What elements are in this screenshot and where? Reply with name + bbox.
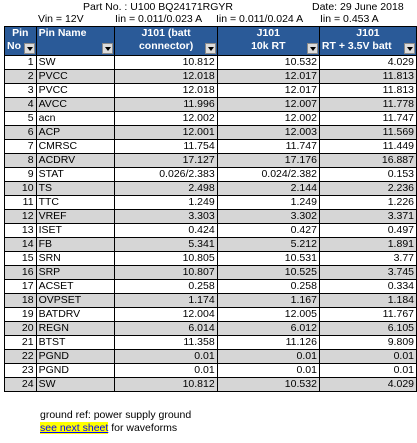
table-row bbox=[5, 224, 417, 238]
rt-batt-value-cell[interactable]: 1.891 bbox=[319, 238, 416, 252]
10k-rt-value-cell[interactable]: 2.144 bbox=[217, 182, 319, 196]
col-header-c3-line2: RT + 3.5V batt bbox=[321, 40, 392, 52]
batt-connector-value-cell[interactable]: 2.498 bbox=[115, 182, 217, 196]
batt-connector-value-cell[interactable]: 1.249 bbox=[115, 196, 217, 210]
rt-batt-value-cell[interactable]: 0.01 bbox=[319, 350, 416, 364]
pin-number-cell[interactable]: 18 bbox=[5, 294, 37, 308]
pin-number-cell[interactable]: 7 bbox=[5, 140, 37, 154]
rt-batt-value-cell[interactable]: 4.029 bbox=[319, 378, 416, 392]
batt-connector-value-cell[interactable]: 12.001 bbox=[115, 126, 217, 140]
table-row bbox=[5, 196, 417, 210]
pin-name-cell[interactable]: BATDRV bbox=[36, 308, 115, 322]
pin-number-cell[interactable]: 10 bbox=[5, 182, 37, 196]
10k-rt-value-cell[interactable]: 17.176 bbox=[217, 154, 319, 168]
pin-number-cell[interactable]: 6 bbox=[5, 126, 37, 140]
table-row bbox=[5, 266, 417, 280]
batt-connector-value-cell[interactable]: 3.303 bbox=[115, 210, 217, 224]
condition-2-label: Iin = 0.011/0.024 A bbox=[216, 13, 304, 25]
10k-rt-value-cell[interactable]: 10.532 bbox=[217, 378, 319, 392]
table-row bbox=[5, 70, 417, 84]
batt-connector-value-cell[interactable]: 11.754 bbox=[115, 140, 217, 154]
table-header-row bbox=[5, 27, 417, 56]
col-header-c3-line1: J101 bbox=[356, 27, 380, 39]
pin-number-cell[interactable]: 2 bbox=[5, 70, 37, 84]
batt-connector-value-cell[interactable]: 10.807 bbox=[115, 266, 217, 280]
table-row bbox=[5, 168, 417, 182]
10k-rt-value-cell[interactable]: 1.249 bbox=[217, 196, 319, 210]
pin-number-cell[interactable]: 1 bbox=[5, 56, 37, 70]
table-row bbox=[5, 210, 417, 224]
10k-rt-value-cell[interactable]: 0.01 bbox=[217, 350, 319, 364]
batt-connector-value-cell[interactable]: 12.018 bbox=[115, 70, 217, 84]
pin-number-cell[interactable]: 14 bbox=[5, 238, 37, 252]
10k-rt-value-cell[interactable]: 10.531 bbox=[217, 252, 319, 266]
pin-number-cell[interactable]: 5 bbox=[5, 112, 37, 126]
rt-batt-value-cell[interactable]: 11.767 bbox=[319, 308, 416, 322]
table-row bbox=[5, 252, 417, 266]
col-header-pin-name bbox=[36, 27, 115, 56]
batt-connector-value-cell[interactable]: 12.002 bbox=[115, 112, 217, 126]
rt-batt-value-cell[interactable]: 11.813 bbox=[319, 84, 416, 98]
filter-dropdown-icon[interactable] bbox=[102, 43, 113, 54]
pin-number-cell[interactable]: 12 bbox=[5, 210, 37, 224]
table-row bbox=[5, 378, 417, 392]
col-header-c1-line1: J101 (batt bbox=[141, 27, 191, 39]
10k-rt-value-cell[interactable]: 12.007 bbox=[217, 98, 319, 112]
see-next-sheet-link[interactable]: see next sheet bbox=[40, 422, 109, 434]
pin-name-cell[interactable]: FB bbox=[36, 238, 115, 252]
rt-batt-value-cell[interactable]: 11.813 bbox=[319, 70, 416, 84]
batt-connector-value-cell[interactable]: 11.996 bbox=[115, 98, 217, 112]
rt-batt-value-cell[interactable]: 16.887 bbox=[319, 154, 416, 168]
pin-number-cell[interactable]: 3 bbox=[5, 84, 37, 98]
col-header-name-line1: Pin Name bbox=[38, 27, 87, 39]
rt-batt-value-cell[interactable]: 1.184 bbox=[319, 294, 416, 308]
10k-rt-value-cell[interactable]: 12.017 bbox=[217, 84, 319, 98]
pin-voltage-table bbox=[4, 26, 417, 392]
pin-name-cell[interactable]: SW bbox=[36, 56, 115, 70]
batt-connector-value-cell[interactable]: 5.341 bbox=[115, 238, 217, 252]
filter-dropdown-icon[interactable] bbox=[24, 43, 35, 54]
rt-batt-value-cell[interactable]: 11.569 bbox=[319, 126, 416, 140]
part-number-label: Part No. : U100 BQ24171RGYR bbox=[83, 1, 233, 13]
batt-connector-value-cell[interactable]: 1.174 bbox=[115, 294, 217, 308]
10k-rt-value-cell[interactable]: 12.003 bbox=[217, 126, 319, 140]
table-row bbox=[5, 112, 417, 126]
rt-batt-value-cell[interactable]: 3.745 bbox=[319, 266, 416, 280]
pin-number-cell[interactable]: 11 bbox=[5, 196, 37, 210]
10k-rt-value-cell[interactable]: 5.212 bbox=[217, 238, 319, 252]
col-header-10k-rt bbox=[217, 27, 319, 56]
pin-name-cell[interactable]: OVPSET bbox=[36, 294, 115, 308]
pin-name-cell[interactable]: ACDRV bbox=[36, 154, 115, 168]
10k-rt-value-cell[interactable]: 12.005 bbox=[217, 308, 319, 322]
pin-name-cell[interactable]: PVCC bbox=[36, 84, 115, 98]
pin-number-cell[interactable]: 8 bbox=[5, 154, 37, 168]
10k-rt-value-cell[interactable]: 10.532 bbox=[217, 56, 319, 70]
pin-name-cell[interactable]: ISET bbox=[36, 224, 115, 238]
col-header-c1-line2: connector) bbox=[138, 40, 194, 52]
table-row bbox=[5, 56, 417, 70]
pin-number-cell[interactable]: 13 bbox=[5, 224, 37, 238]
rt-batt-value-cell[interactable]: 0.153 bbox=[319, 168, 416, 182]
filter-dropdown-icon[interactable] bbox=[404, 43, 415, 54]
rt-batt-value-cell[interactable]: 1.226 bbox=[319, 196, 416, 210]
batt-connector-value-cell[interactable]: 0.424 bbox=[115, 224, 217, 238]
10k-rt-value-cell[interactable]: 3.302 bbox=[217, 210, 319, 224]
rt-batt-value-cell[interactable]: 3.371 bbox=[319, 210, 416, 224]
batt-connector-value-cell[interactable]: 10.812 bbox=[115, 56, 217, 70]
rt-batt-value-cell[interactable]: 4.029 bbox=[319, 56, 416, 70]
filter-dropdown-icon[interactable] bbox=[307, 43, 318, 54]
10k-rt-value-cell[interactable]: 11.747 bbox=[217, 140, 319, 154]
table-row bbox=[5, 280, 417, 294]
col-header-pin-no bbox=[5, 27, 37, 56]
10k-rt-value-cell[interactable]: 12.002 bbox=[217, 112, 319, 126]
col-header-c2-line2: 10k RT bbox=[251, 40, 286, 52]
pin-number-cell[interactable]: 16 bbox=[5, 266, 37, 280]
vin-label: Vin = 12V bbox=[38, 13, 84, 25]
pin-number-cell[interactable]: 19 bbox=[5, 308, 37, 322]
table-row bbox=[5, 238, 417, 252]
batt-connector-value-cell[interactable]: 0.01 bbox=[115, 364, 217, 378]
table-row bbox=[5, 98, 417, 112]
pin-name-cell[interactable]: STAT bbox=[36, 168, 115, 182]
rt-batt-value-cell[interactable]: 0.01 bbox=[319, 364, 416, 378]
waveform-note bbox=[40, 422, 177, 435]
col-header-pin-line2: No bbox=[7, 40, 21, 52]
pin-name-cell[interactable]: SRN bbox=[36, 252, 115, 266]
pin-name-cell[interactable]: CMRSC bbox=[36, 140, 115, 154]
pin-name-cell[interactable]: AVCC bbox=[36, 98, 115, 112]
10k-rt-value-cell[interactable]: 0.427 bbox=[217, 224, 319, 238]
col-header-batt-connector bbox=[115, 27, 217, 56]
pin-number-cell[interactable]: 9 bbox=[5, 168, 37, 182]
batt-connector-value-cell[interactable]: 6.014 bbox=[115, 322, 217, 336]
batt-connector-value-cell[interactable]: 0.258 bbox=[115, 280, 217, 294]
pin-name-cell[interactable]: PVCC bbox=[36, 70, 115, 84]
table-row bbox=[5, 182, 417, 196]
pin-name-cell[interactable]: SRP bbox=[36, 266, 115, 280]
batt-connector-value-cell[interactable]: 17.127 bbox=[115, 154, 217, 168]
pin-name-cell[interactable]: SW bbox=[36, 378, 115, 392]
condition-1-label: Iin = 0.011/0.023 A bbox=[115, 13, 203, 25]
ground-ref-note: ground ref: power supply ground bbox=[40, 409, 192, 421]
pin-name-cell[interactable]: BTST bbox=[36, 336, 115, 350]
table-row bbox=[5, 294, 417, 308]
10k-rt-value-cell[interactable]: 1.167 bbox=[217, 294, 319, 308]
table-row bbox=[5, 364, 417, 378]
date-label: Date: 29 June 2018 bbox=[312, 1, 404, 13]
pin-number-cell[interactable]: 4 bbox=[5, 98, 37, 112]
batt-connector-value-cell[interactable]: 10.812 bbox=[115, 378, 217, 392]
rt-batt-value-cell[interactable]: 0.334 bbox=[319, 280, 416, 294]
batt-connector-value-cell[interactable]: 10.805 bbox=[115, 252, 217, 266]
pin-name-cell[interactable]: REGN bbox=[36, 322, 115, 336]
pin-name-cell[interactable]: acn bbox=[36, 112, 115, 126]
col-header-rt-batt bbox=[319, 27, 416, 56]
pin-number-cell[interactable]: 22 bbox=[5, 350, 37, 364]
10k-rt-value-cell[interactable]: 10.525 bbox=[217, 266, 319, 280]
pin-name-cell[interactable]: TS bbox=[36, 182, 115, 196]
pin-name-cell[interactable]: PGND bbox=[36, 364, 115, 378]
rt-batt-value-cell[interactable]: 11.747 bbox=[319, 112, 416, 126]
table-body bbox=[5, 56, 417, 392]
10k-rt-value-cell[interactable]: 12.017 bbox=[217, 70, 319, 84]
pin-name-cell[interactable]: ACSET bbox=[36, 280, 115, 294]
pin-number-cell[interactable]: 20 bbox=[5, 322, 37, 336]
table-row bbox=[5, 308, 417, 322]
10k-rt-value-cell[interactable]: 0.01 bbox=[217, 364, 319, 378]
rt-batt-value-cell[interactable]: 6.105 bbox=[319, 322, 416, 336]
rt-batt-value-cell[interactable]: 11.449 bbox=[319, 140, 416, 154]
condition-3-label: Iin = 0.453 A bbox=[320, 13, 379, 25]
batt-connector-value-cell[interactable]: 12.004 bbox=[115, 308, 217, 322]
10k-rt-value-cell[interactable]: 11.126 bbox=[217, 336, 319, 350]
table-row bbox=[5, 350, 417, 364]
rt-batt-value-cell[interactable]: 2.236 bbox=[319, 182, 416, 196]
waveform-note-suffix: for waveforms bbox=[108, 422, 178, 434]
pin-name-cell[interactable]: TTC bbox=[36, 196, 115, 210]
pin-name-cell[interactable]: VREF bbox=[36, 210, 115, 224]
table-row bbox=[5, 336, 417, 350]
10k-rt-value-cell[interactable]: 6.012 bbox=[217, 322, 319, 336]
col-header-pin-line1: Pin bbox=[12, 27, 29, 39]
table-row bbox=[5, 140, 417, 154]
batt-connector-value-cell[interactable]: 0.01 bbox=[115, 350, 217, 364]
col-header-c2-line1: J101 bbox=[256, 27, 280, 39]
pin-name-cell[interactable]: PGND bbox=[36, 350, 115, 364]
rt-batt-value-cell[interactable]: 9.809 bbox=[319, 336, 416, 350]
batt-connector-value-cell[interactable]: 12.018 bbox=[115, 84, 217, 98]
pin-number-cell[interactable]: 23 bbox=[5, 364, 37, 378]
pin-name-cell[interactable]: ACP bbox=[36, 126, 115, 140]
pin-number-cell[interactable]: 24 bbox=[5, 378, 37, 392]
10k-rt-value-cell[interactable]: 0.258 bbox=[217, 280, 319, 294]
rt-batt-value-cell[interactable]: 3.77 bbox=[319, 252, 416, 266]
filter-dropdown-icon[interactable] bbox=[205, 43, 216, 54]
batt-connector-value-cell[interactable]: 11.358 bbox=[115, 336, 217, 350]
table-row bbox=[5, 84, 417, 98]
pin-number-cell[interactable]: 21 bbox=[5, 336, 37, 350]
pin-number-cell[interactable]: 15 bbox=[5, 252, 37, 266]
10k-rt-value-cell[interactable]: 0.024/2.382 bbox=[217, 168, 319, 182]
table-row bbox=[5, 154, 417, 168]
batt-connector-value-cell[interactable]: 0.026/2.383 bbox=[115, 168, 217, 182]
table-row bbox=[5, 126, 417, 140]
rt-batt-value-cell[interactable]: 11.778 bbox=[319, 98, 416, 112]
pin-number-cell[interactable]: 17 bbox=[5, 280, 37, 294]
table-row bbox=[5, 322, 417, 336]
rt-batt-value-cell[interactable]: 0.497 bbox=[319, 224, 416, 238]
